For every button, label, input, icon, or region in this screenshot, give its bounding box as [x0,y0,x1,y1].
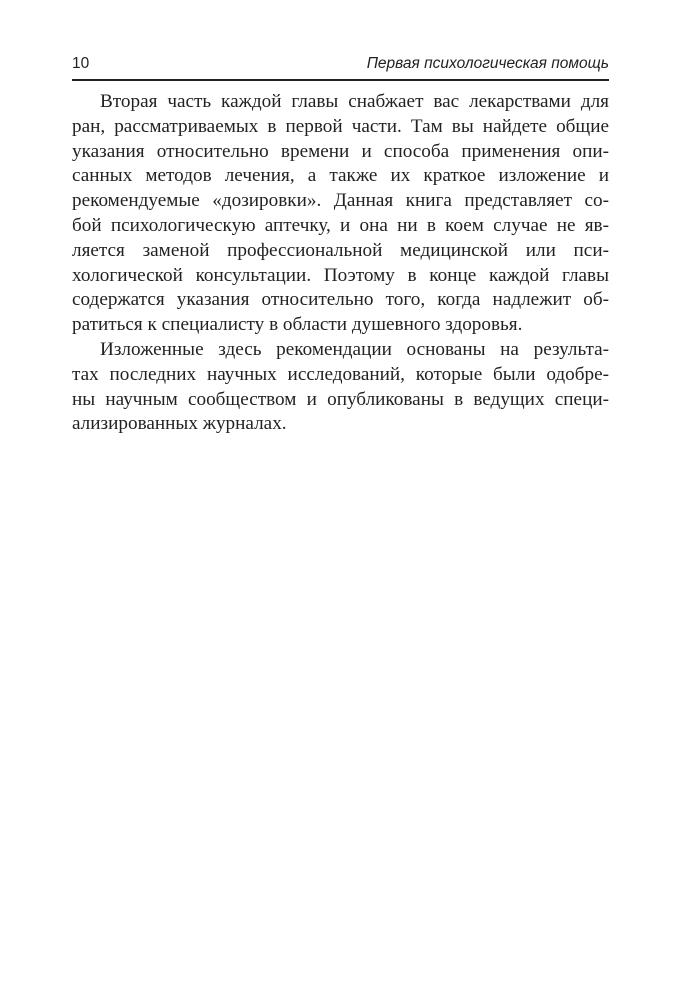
text-line: Вторая часть каждой главы снабжает вас лекарствами для [100,91,609,112]
text-line: ран, рассматриваемых в первой части. Там вы найдете общие [72,115,609,137]
body-text [72,90,609,437]
text-line: санных методов лечения, а также их краткое изложение и [72,165,609,187]
text-line: ратиться к специалисту в области душевного здоровья. [72,314,523,336]
text-line: бой психологическую аптечку, и она ни в коем случае не яв- [72,214,609,236]
header-rule [72,79,609,81]
text-line: тах последних научных исследований, которые были одобре- [72,363,609,385]
paragraph-1 [72,90,609,338]
text-line: содержатся указания относительно того, когда надлежит об- [72,289,609,311]
text-line: ляется заменой профессиональной медицинской или пси- [72,239,609,261]
running-title: Первая психологическая помощь [366,55,609,72]
text-line: указания относительно времени и способа применения опи- [72,140,609,162]
paragraph-2 [72,338,609,437]
text-line: хологической консультации. Поэтому в конце каждой главы [72,264,609,286]
page-number: 10 [72,55,90,72]
text-line: Изложенные здесь рекомендации основаны на результа- [100,338,609,360]
text-line: рекомендуемые «дозировки». Данная книга представляет со- [72,190,609,212]
text-line: ны научным сообществом и опубликованы в ведущих специ- [72,388,609,410]
running-header [72,55,609,77]
text-line: ализированных журналах. [72,413,287,435]
